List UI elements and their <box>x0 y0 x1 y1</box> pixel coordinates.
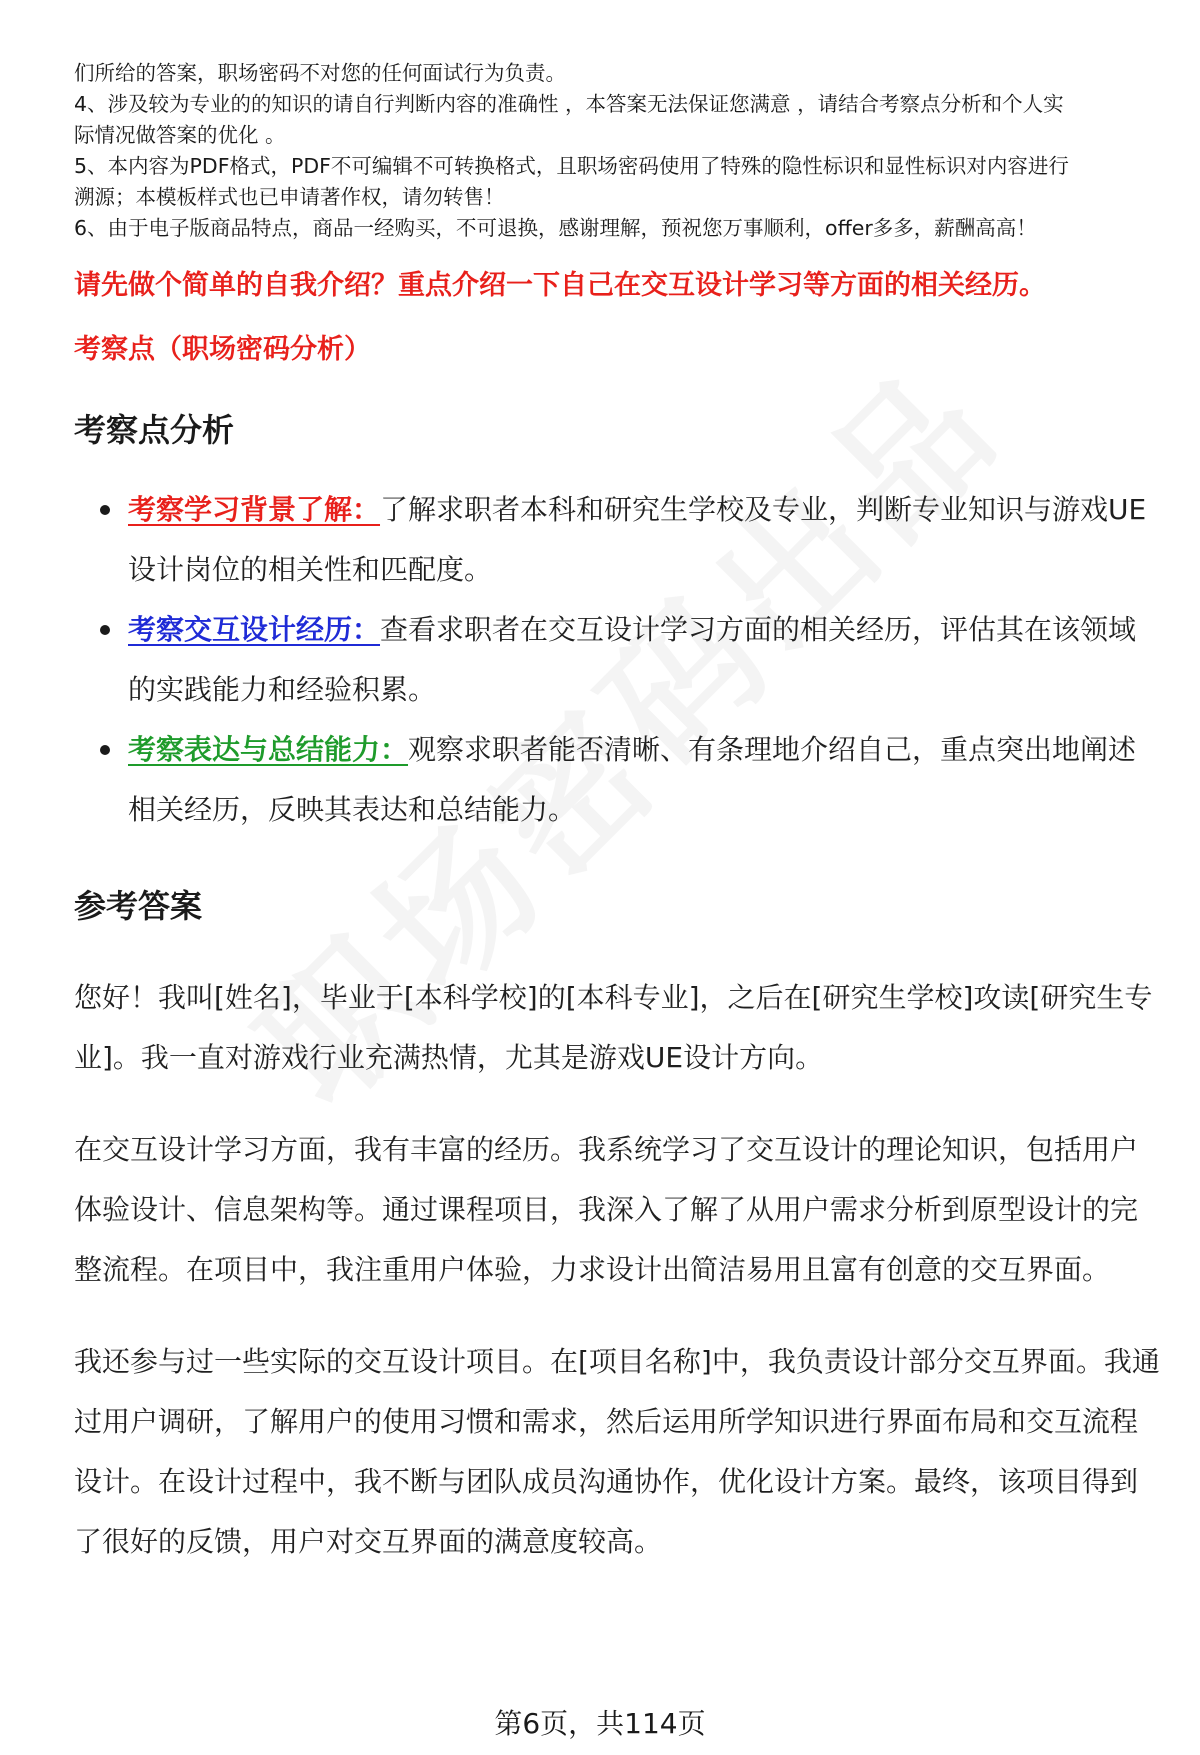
answer-body <box>74 968 1160 1572</box>
answer-paragraph: 在交互设计学习方面，我有丰富的经历。我系统学习了交互设计的理论知识，包括用户体验设计、信息架构等。通过课程项目，我深入了解了从用户需求分析到原型设计的完整流程。在项目中，我注重用户体验，力求设计出简洁易用且富有创意的交互界面。 <box>74 1133 1139 1286</box>
notice-line: 际情况做答案的优化 。 <box>74 123 286 147</box>
page-number: 第6页，共114页 <box>494 1707 706 1740</box>
notice-line: 们所给的答案，职场密码不对您的任何面试行为负责。 <box>74 61 566 85</box>
analysis-heading: 考察点分析 <box>74 411 235 449</box>
analysis-text: 观察求职者能否清晰、有条理地介绍自己，重点突出地阐述相关经历，反映其表达和总结能力。 <box>128 733 1137 826</box>
analysis-text: 查看求职者在交互设计学习方面的相关经历，评估其在该领域的实践能力和经验积累。 <box>128 613 1137 706</box>
exam-point-label: 考察点（职场密码分析） <box>74 334 371 365</box>
analysis-item <box>74 480 1160 600</box>
notice-line: 4、涉及较为专业的的知识的请自行判断内容的准确性 ，本答案无法保证您满意 ，请结合考察点分析和个人实 <box>74 92 1064 116</box>
answer-paragraph: 我还参与过一些实际的交互设计项目。在[项目名称]中，我负责设计部分交互界面。我通过用户调研，了解用户的使用习惯和需求，然后运用所学知识进行界面布局和交互流程设计。在设计过程中，我不断与团队成员沟通协作，优化设计方案。最终，该项目得到了很好的反馈，用户对交互界面的满意度较高。 <box>74 1345 1160 1558</box>
notice-line: 5、本内容为PDF格式，PDF不可编辑不可转换格式，且职场密码使用了特殊的隐性标识和显性标识对内容进行 <box>74 154 1069 178</box>
bullet-icon <box>100 745 110 755</box>
bullet-icon <box>100 625 110 635</box>
notice-line: 6、由于电子版商品特点，商品一经购买，不可退换，感谢理解，预祝您万事顺利，offer多多，薪酬高高！ <box>74 216 1037 240</box>
answer-heading: 参考答案 <box>74 887 203 925</box>
page-content <box>74 58 1160 1572</box>
analysis-item <box>74 600 1160 720</box>
interview-question: 请先做个简单的自我介绍？重点介绍一下自己在交互设计学习等方面的相关经历。 <box>74 270 1046 301</box>
notice-line: 溯源；本模板样式也已申请著作权，请勿转售！ <box>74 185 505 209</box>
analysis-item <box>74 720 1160 840</box>
disclaimer-notice <box>74 58 1160 244</box>
analysis-keyword: 考察交互设计经历： <box>128 613 381 646</box>
analysis-list <box>74 480 1160 840</box>
analysis-text: 了解求职者本科和研究生学校及专业，判断专业知识与游戏UE设计岗位的相关性和匹配度。 <box>128 493 1147 586</box>
answer-paragraph: 您好！我叫[姓名]，毕业于[本科学校]的[本科专业]，之后在[研究生学校]攻读[研究生专业]。我一直对游戏行业充满热情，尤其是游戏UE设计方向。 <box>74 981 1153 1074</box>
bullet-icon <box>100 505 110 515</box>
analysis-keyword: 考察表达与总结能力： <box>128 733 409 766</box>
analysis-keyword: 考察学习背景了解： <box>128 493 381 526</box>
